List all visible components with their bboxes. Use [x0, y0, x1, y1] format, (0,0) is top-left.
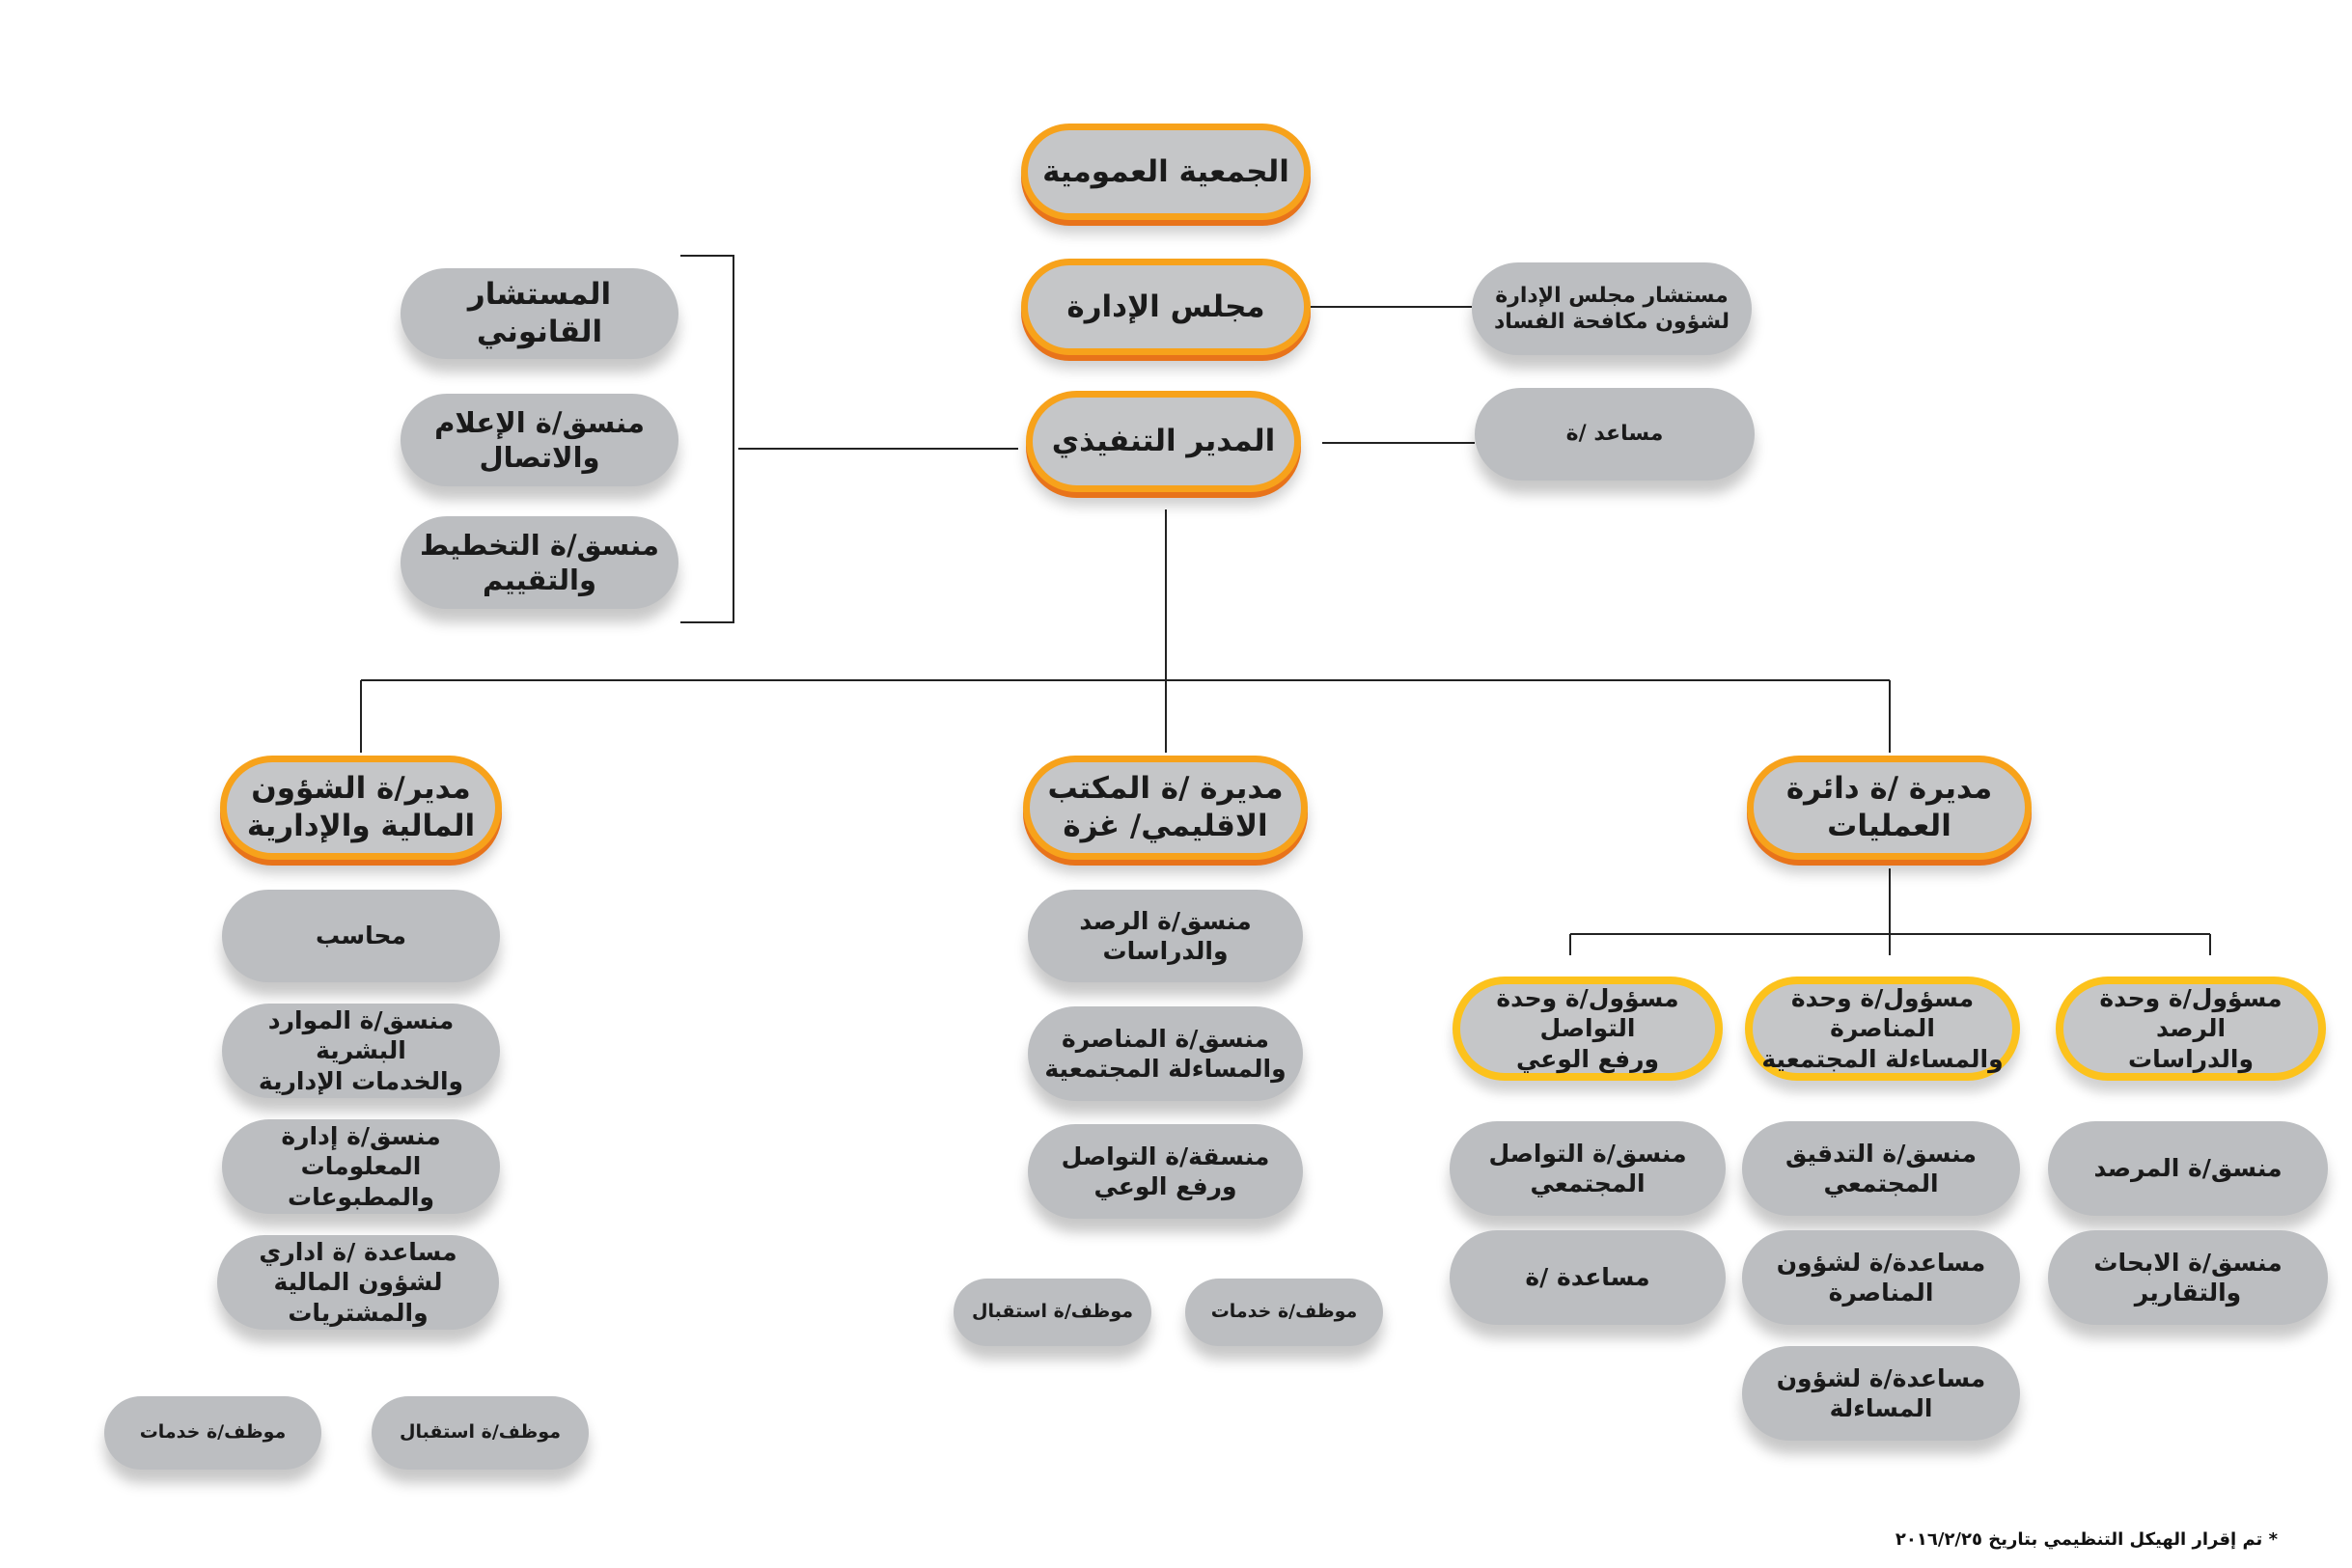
info-coordinator-box	[222, 1119, 500, 1214]
gaza-reception-box	[954, 1279, 1151, 1346]
planning-coordinator-label: منسق/ة التخطيط والتقييم	[420, 528, 659, 596]
media-coordinator-label: منسق/ة الإعلام والاتصال	[434, 405, 645, 474]
legal-advisor-box	[401, 268, 678, 359]
board-assistant-box	[1475, 388, 1755, 481]
admin-assistant-box	[217, 1235, 499, 1330]
general-assembly-box	[1021, 124, 1311, 220]
approval-footnote: * تم إقرار الهيكل التنظيمي بتاريخ ٢٠١٦/٢/٢٥	[1895, 1529, 2278, 1550]
gaza-monitoring-label: منسق/ة الرصد والدراسات	[1079, 906, 1252, 965]
monitoring-unit-head-box	[2056, 977, 2326, 1081]
admin-assistant-label: مساعدة /ة اداري لشؤون المالية والمشتريات	[259, 1238, 457, 1327]
gaza-reception-label: موظف/ة استقبال	[972, 1301, 1133, 1323]
communication-assistant-label: مساعدة /ة	[1525, 1263, 1650, 1292]
accountability-assistant-label: مساعدة/ة لشؤون المساءلة	[1776, 1363, 1986, 1422]
communication-unit-head-box	[1453, 977, 1723, 1081]
executive-director-box	[1026, 391, 1301, 492]
monitoring-unit-head-label: مسؤول/ة وحدة الرصد والدراسات	[2099, 984, 2283, 1073]
gaza-director-box	[1023, 756, 1308, 860]
gaza-director-label: مديرة /ة المكتب الاقليمي/ غزة	[1047, 771, 1284, 843]
hr-coordinator-label: منسق/ة الموارد البشرية والخدمات الإدارية	[258, 1006, 464, 1095]
community-communication-label: منسق/ة التواصل المجتمعي	[1488, 1139, 1687, 1197]
finance-services-label: موظف/ة خدمات	[139, 1421, 287, 1444]
gaza-communication-box	[1028, 1124, 1303, 1219]
communication-assistant-box	[1450, 1230, 1726, 1325]
accountant-box	[222, 890, 500, 982]
advocacy-assistant-box	[1742, 1230, 2020, 1325]
finance-director-box	[220, 756, 502, 860]
planning-coordinator-box	[401, 516, 678, 609]
finance-reception-label: موظف/ة استقبال	[400, 1421, 561, 1444]
media-coordinator-box	[401, 394, 678, 486]
gaza-monitoring-box	[1028, 890, 1303, 982]
board-label: مجلس الإدارة	[1066, 289, 1265, 324]
general-assembly-label: الجمعية العمومية	[1042, 153, 1289, 189]
gaza-communication-label: منسقة/ة التواصل ورفع الوعي	[1061, 1142, 1270, 1200]
legal-advisor-label: المستشار القانوني	[467, 277, 612, 349]
finance-services-box	[104, 1396, 321, 1470]
advocacy-assistant-label: مساعدة/ة لشؤون المناصرة	[1776, 1248, 1986, 1307]
board-assistant-label: مساعد /ة	[1565, 422, 1664, 447]
observatory-coordinator-label: منسق/ة المرصد	[2093, 1154, 2283, 1183]
executive-director-label: المدير التنفيذي	[1051, 424, 1276, 459]
gaza-advocacy-label: منسق/ة المناصرة والمساءلة المجتمعية	[1044, 1024, 1287, 1083]
advocacy-unit-head-label: مسؤول/ة وحدة المناصرة والمساءلة المجتمعية	[1761, 984, 2004, 1073]
gaza-services-box	[1185, 1279, 1383, 1346]
hr-coordinator-box	[222, 1004, 500, 1098]
anticorruption-advisor-box	[1472, 262, 1752, 355]
accountant-label: محاسب	[316, 922, 406, 950]
accountability-assistant-box	[1742, 1346, 2020, 1441]
research-coordinator-label: منسق/ة الابحاث والتقارير	[2093, 1248, 2283, 1307]
info-coordinator-label: منسق/ة إدارة المعلومات والمطبوعات	[281, 1122, 441, 1211]
research-coordinator-box	[2048, 1230, 2328, 1325]
observatory-coordinator-box	[2048, 1121, 2328, 1216]
gaza-services-label: موظف/ة خدمات	[1210, 1301, 1358, 1323]
audit-coordinator-label: منسق/ة التدقيق المجتمعي	[1785, 1139, 1977, 1197]
board-box	[1021, 259, 1311, 355]
communication-unit-head-label: مسؤول/ة وحدة التواصل ورفع الوعي	[1496, 984, 1679, 1073]
community-communication-box	[1450, 1121, 1726, 1216]
operations-director-box	[1747, 756, 2032, 860]
finance-director-label: مدير/ة الشؤون المالية والإدارية	[246, 771, 476, 843]
advocacy-unit-head-box	[1745, 977, 2020, 1081]
finance-reception-box	[372, 1396, 589, 1470]
gaza-advocacy-box	[1028, 1006, 1303, 1101]
operations-director-label: مديرة /ة دائرة العمليات	[1785, 771, 1993, 843]
anticorruption-advisor-label: مستشار مجلس الإدارة لشؤون مكافحة الفساد	[1493, 283, 1730, 334]
audit-coordinator-box	[1742, 1121, 2020, 1216]
